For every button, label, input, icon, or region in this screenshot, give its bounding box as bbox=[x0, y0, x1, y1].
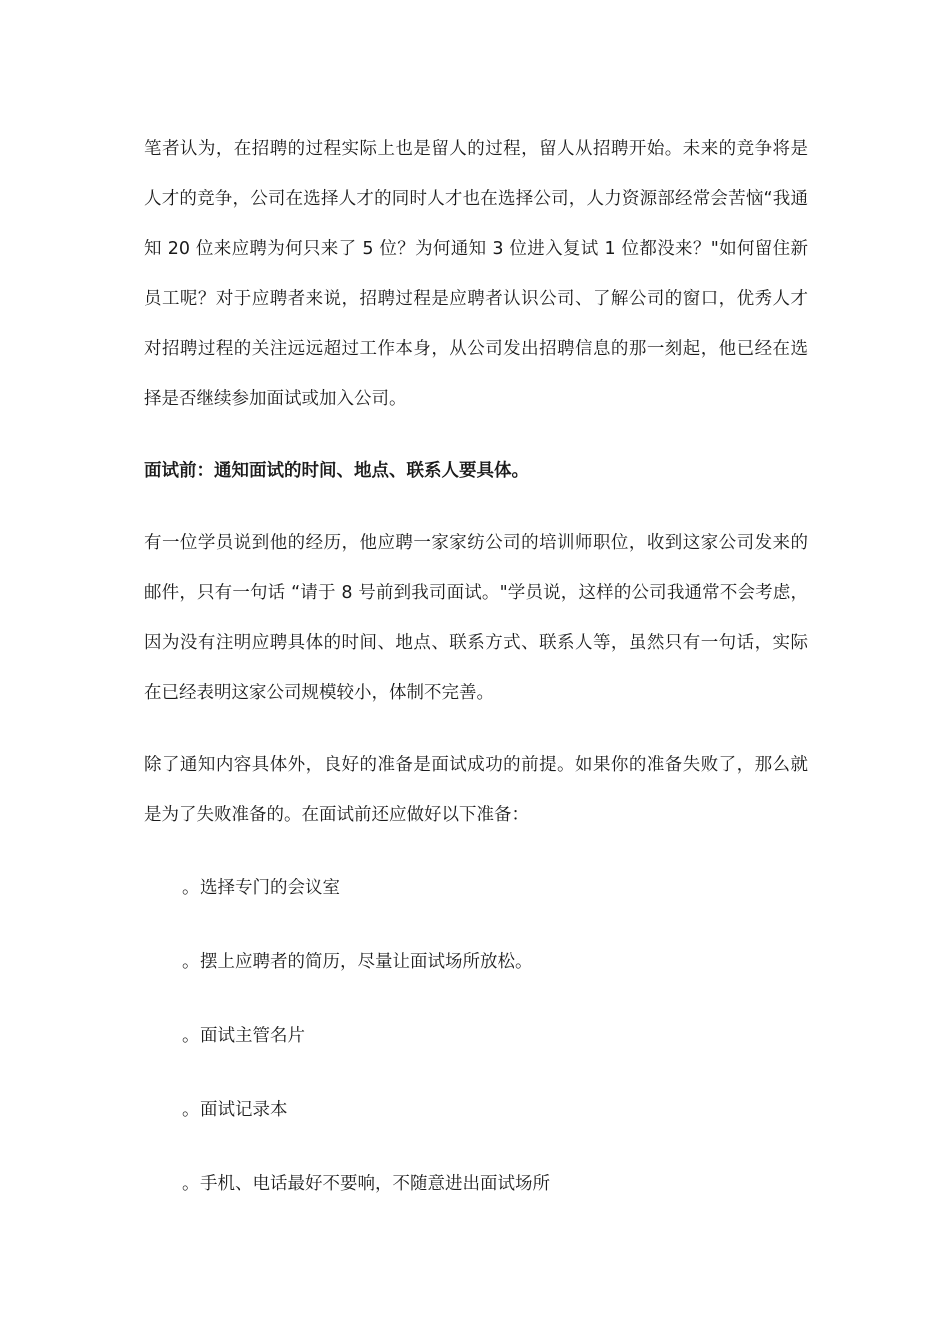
list-item bbox=[182, 937, 808, 987]
section-heading: 面试前：通知面试的时间、地点、联系人要具体。 bbox=[144, 461, 529, 481]
list-item-text: 手机、电话最好不要响，不随意进出面试场所 bbox=[200, 1174, 550, 1194]
list-item-text: 选择专门的会议室 bbox=[200, 878, 340, 898]
list-item-text: 面试主管名片 bbox=[200, 1026, 305, 1046]
list-item bbox=[182, 1011, 808, 1061]
list-bullet: 。 bbox=[182, 1100, 200, 1120]
list-item bbox=[182, 1159, 808, 1209]
list-item bbox=[182, 863, 808, 913]
list-bullet: 。 bbox=[182, 952, 200, 972]
list-bullet: 。 bbox=[182, 878, 200, 898]
preparation-list bbox=[144, 863, 808, 1209]
list-bullet: 。 bbox=[182, 1174, 200, 1194]
document-body bbox=[144, 124, 808, 1233]
list-item-text: 面试记录本 bbox=[200, 1100, 288, 1120]
preparation-paragraph: 除了通知内容具体外，良好的准备是面试成功的前提。如果你的准备失败了，那么就是为了失败准备的。在面试前还应做好以下准备： bbox=[144, 755, 808, 825]
list-item-text: 摆上应聘者的简历，尽量让面试场所放松。 bbox=[200, 952, 533, 972]
story-paragraph: 有一位学员说到他的经历，他应聘一家家纺公司的培训师职位，收到这家公司发来的邮件，只有一句话 “请于 8 号前到我司面试。"学员说，这样的公司我通常不会考虑，因为没有注明应聘具体的时间、地点、联系方式、联系人等，虽然只有一句话，实际在已经表明这家公司规模较小，体制不完善。 bbox=[144, 533, 808, 703]
list-bullet: 。 bbox=[182, 1026, 200, 1046]
list-item bbox=[182, 1085, 808, 1135]
intro-paragraph: 笔者认为，在招聘的过程实际上也是留人的过程，留人从招聘开始。未来的竞争将是人才的竞争，公司在选择人才的同时人才也在选择公司，人力资源部经常会苦恼“我通知 20 位来应聘为何只来了 5 位？为何通知 3 位进入复试 1 位都没来？"如何留住新员工呢？对于应聘者来说，招聘过程是应聘者认识公司、了解公司的窗口，优秀人才对招聘过程的关注远远超过工作本身，从公司发出招聘信息的那一刻起，他已经在选择是否继续参加面试或加入公司。 bbox=[144, 139, 808, 409]
